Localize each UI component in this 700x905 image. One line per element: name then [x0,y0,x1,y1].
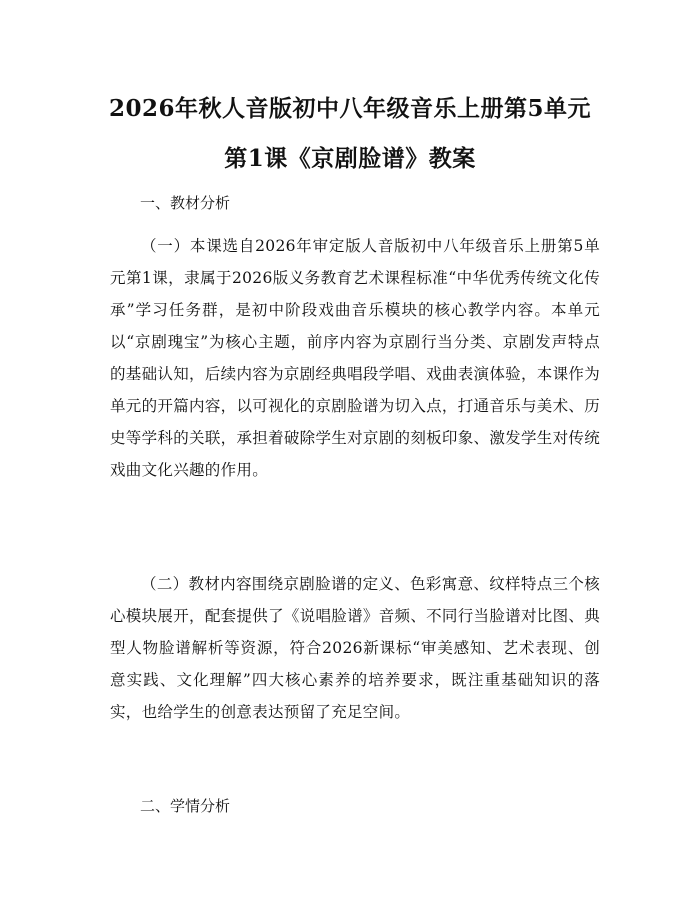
document-title: 2026年秋人音版初中八年级音乐上册第5单元第1课《京剧脸谱》教案 [108,95,592,172]
paragraph-textbook-analysis-1: （一）本课选自2026年审定版人音版初中八年级音乐上册第5单元第1课，隶属于2026版义务教育艺术课程标准“中华优秀传统文化传承”学习任务群，是初中阶段戏曲音乐模块的核心教学内容。本单元以“京剧瑰宝”为核心主题，前序内容为京剧行当分类、京剧发声特点的基础认知，后续内容为京剧经典唱段学唱、戏曲表演体验，本课作为单元的开篇内容，以可视化的京剧脸谱为切入点，打通音乐与美术、历史等学科的关联，承担着破除学生对京剧的刻板印象、激发学生对传统戏曲文化兴趣的作用。 [110,237,600,479]
section-heading-textbook-analysis: 一、教材分析 [140,194,231,212]
section-heading-student-analysis: 二、学情分析 [140,797,231,815]
paragraph-textbook-analysis-2: （二）教材内容围绕京剧脸谱的定义、色彩寓意、纹样特点三个核心模块展开，配套提供了《说唱脸谱》音频、不同行当脸谱对比图、典型人物脸谱解析等资源，符合2026新课标“审美感知、艺术表现、创意实践、文化理解”四大核心素养的培养要求，既注重基础知识的落实，也给学生的创意表达预留了充足空间。 [110,575,600,721]
